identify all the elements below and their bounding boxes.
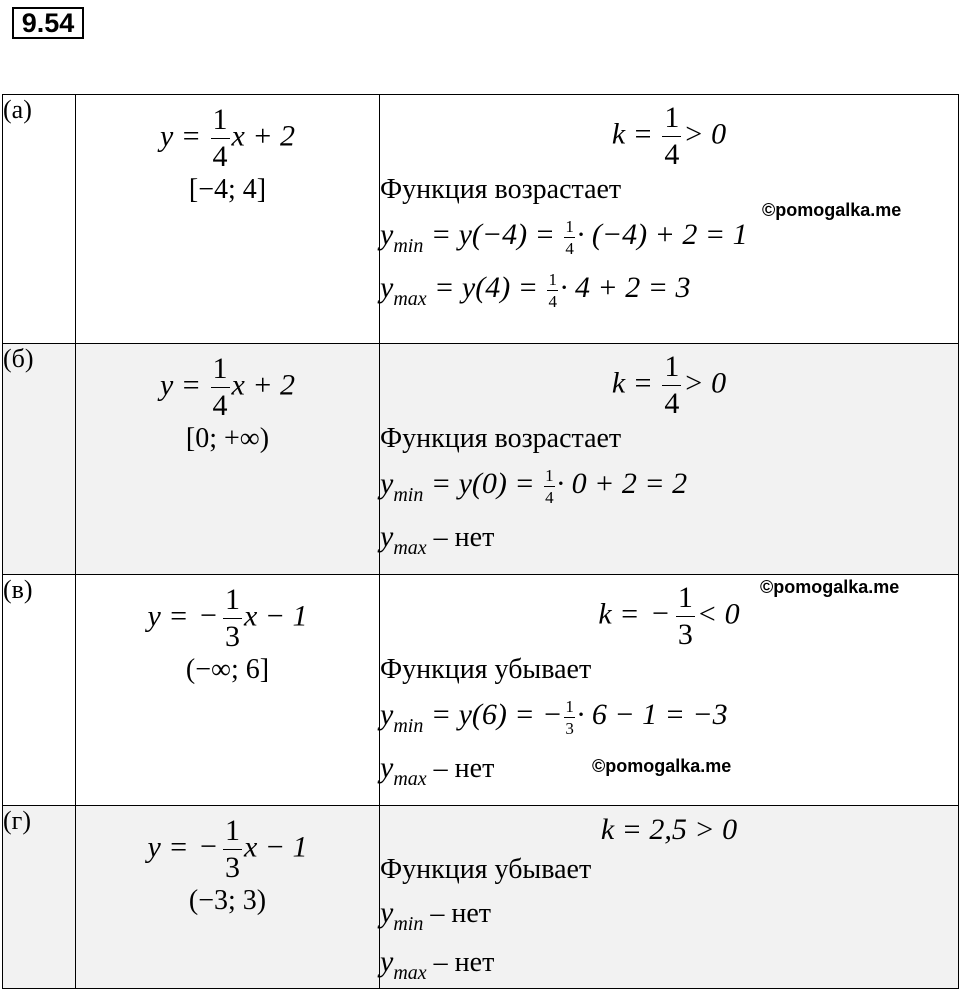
slope-k: k = 2,5 > 0 [600, 813, 738, 846]
table-row [3, 806, 959, 989]
function-formula: y = $\frac{1}{4}$ x + 2 [159, 103, 296, 173]
ymin-equation: $y_{min} = y(6)$ = − $\frac{1}{3}$ · 6 − 1 = −3 [380, 696, 728, 738]
table-row [3, 575, 959, 806]
function-formula: y = − $\frac{1}{3}$ x − 1 [147, 583, 308, 653]
interval: [−4; 4] [188, 174, 267, 205]
solution-cell [380, 344, 959, 575]
slope-k: k = $\frac{1}{4}$ > 0 [611, 101, 727, 171]
watermark: ©pomogalka.me [592, 756, 732, 776]
function-cell [76, 806, 380, 989]
row-label: (г) [3, 806, 76, 989]
watermark: ©pomogalka.me [760, 577, 900, 597]
row-label: (а) [3, 95, 76, 344]
function-cell [76, 344, 380, 575]
solution-table [2, 94, 959, 989]
slope-k: k = − $\frac{1}{3}$ < 0 [598, 581, 740, 651]
row-label: (в) [3, 575, 76, 806]
function-cell [76, 575, 380, 806]
ymin-none: $y_{min}$ – нет [380, 896, 491, 935]
ymin-equation: $y_{min} = y(0)$ = $\frac{1}{4}$ · 0 + 2 = 2 [380, 465, 688, 507]
table-row [3, 344, 959, 575]
ymax-none: $y_{max}$ – нет [380, 751, 495, 790]
function-formula: y = $\frac{1}{4}$ x + 2 [159, 352, 296, 422]
interval: [0; +∞) [185, 423, 270, 454]
ymax-none: $y_{max}$ – нет [380, 520, 495, 559]
row-label: (б) [3, 344, 76, 575]
ymax-none: $y_{max}$ – нет [380, 945, 495, 984]
ymax-equation: $y_{max} = y(4)$ = $\frac{1}{4}$ · 4 + 2 = 3 [380, 269, 691, 311]
monotonicity-text: Функция возрастает [380, 423, 622, 454]
monotonicity-text: Функция возрастает [380, 174, 622, 205]
ymin-equation: $y_{min} = y(-4)$ = $\frac{1}{4}$ · (−4) + 2 = 1 [380, 216, 748, 258]
function-cell [76, 95, 380, 344]
monotonicity-text: Функция убывает [380, 654, 592, 685]
interval: (−∞; 6] [185, 654, 270, 685]
problem-number: 9.54 [12, 7, 84, 39]
watermark: ©pomogalka.me [762, 200, 902, 220]
interval: (−3; 3) [188, 885, 267, 916]
slope-k: k = $\frac{1}{4}$ > 0 [611, 350, 727, 420]
function-formula: y = − $\frac{1}{3}$ x − 1 [147, 814, 308, 884]
solution-cell [380, 806, 959, 989]
monotonicity-text: Функция убывает [380, 854, 592, 885]
